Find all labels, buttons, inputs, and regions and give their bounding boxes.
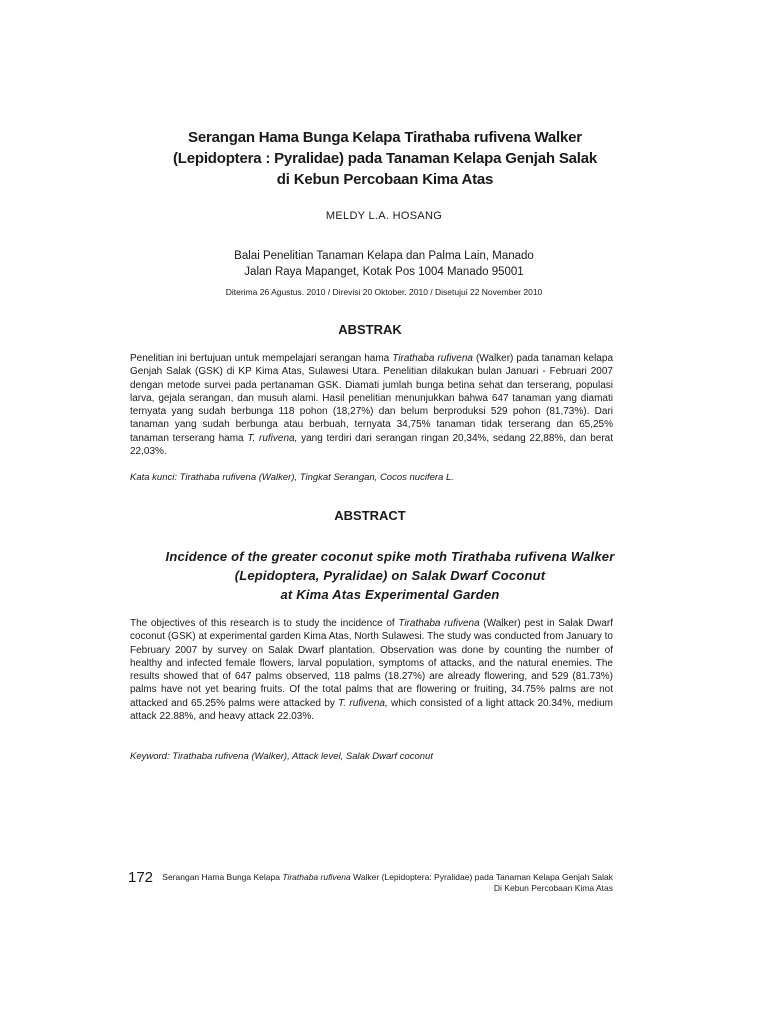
footer-line-1 — [150, 872, 613, 883]
keywords: Keyword: Tirathaba rufivena (Walker), Attack level, Salak Dwarf coconut — [130, 751, 433, 762]
abstrak-paragraph — [130, 352, 613, 458]
abstract-species-1: Tirathaba rufivena — [398, 618, 480, 629]
affiliation-line-1: Balai Penelitian Tanaman Kelapa dan Palma Lain, Manado — [234, 250, 534, 262]
abstrak-heading: ABSTRAK — [338, 322, 402, 337]
submission-dates: Diterima 26 Agustus. 2010 / Direvisi 20 Oktober. 2010 / Disetujui 22 November 2010 — [225, 287, 543, 297]
abstrak-text-3: yang terdiri dari serangan ringan 20,34%, sedang 22,88%, dan berat 22,03%. — [130, 432, 613, 458]
footer-species: Tirathaba rufivena — [282, 872, 351, 882]
footer-line-2: Di Kebun Percobaan Kima Atas — [493, 883, 613, 893]
footer-text-b: Walker (Lepidoptera: Pyralidae) pada Tanaman Kelapa Genjah Salak — [350, 872, 613, 882]
abstract-text-1: The objectives of this research is to study the incidence of — [130, 618, 399, 629]
abstrak-text-2: (Walker) pada tanaman kelapa Genjah Salak (GSK) di KP Kima Atas, Sulawesi Utara. Penelitian dilakukan bulan Januari - Februari 2007 dengan metode survei pada pertanaman GSK. Diamati jumlah bunga betina sehat dan terserang, populasi larva, gejala serangan, dan musuh alami. Hasil penelitian menunjukkan bahwa 647 tanaman yang diamati ternyata yang sudah berbunga 118 pohon (18,27%) dan belum berproduksi 529 pohon (81,73%). Dari tanaman yang sudah berbunga atau berbuah, ternyata 34,75% tanaman tidak terserang dan 65,25% tanaman terserang hama — [130, 353, 613, 444]
footer-text-a: Serangan Hama Bunga Kelapa — [162, 872, 283, 882]
english-title-line-1: Incidence of the greater coconut spike moth Tirathaba rufivena Walker — [165, 549, 615, 564]
english-title — [110, 547, 670, 604]
abstract-species-2: T. rufivena, — [338, 697, 388, 709]
abstract-text-3: which consisted of a light attack 20.34%, medium attack 22.88%, and heavy attack 22.03%. — [130, 697, 613, 723]
abstrak-text-1: Penelitian ini bertujuan untuk mempelajari serangan hama — [130, 353, 393, 364]
author-name: MELDY L.A. HOSANG — [325, 210, 443, 222]
title-line-2: (Lepidoptera : Pyralidae) pada Tanaman Kelapa Genjah Salak — [172, 150, 598, 167]
abstract-text-2: (Walker) pest in Salak Dwarf coconut (GSK) at experimental garden Kima Atas, North Sulawesi. The study was conducted from January to February 2007 by survey on Salak Dwarf plantation. Observation was done by counting the number of healthy and infected female flowers, larval population, symptoms of attacks, and the natural enemies. The results showed that of 647 palms observed, 118 palms (18.27%) are already flowering, and 529 (81.73%) palms have not yet bearing fruits. Of the total palms that are flowering or fruiting, 34.75% palms are not attacked and 65.25% palms were attacked by — [130, 618, 613, 709]
article-title — [120, 127, 650, 190]
title-line-3: di Kebun Percobaan Kima Atas — [276, 171, 494, 188]
abstract-paragraph — [130, 617, 613, 723]
running-footer — [150, 872, 613, 894]
title-line-1: Serangan Hama Bunga Kelapa Tirathaba rufivena Walker — [188, 129, 582, 146]
english-title-line-2: (Lepidoptera, Pyralidae) on Salak Dwarf Coconut — [234, 568, 546, 583]
affiliation-line-2: Jalan Raya Mapanget, Kotak Pos 1004 Manado 95001 — [244, 266, 524, 278]
kata-kunci: Kata kunci: Tirathaba rufivena (Walker), Tingkat Serangan, Cocos nucifera L. — [130, 472, 454, 483]
abstrak-species-1: Tirathaba rufivena — [392, 353, 473, 364]
abstrak-species-2: T. rufivena, — [247, 432, 298, 444]
page-number: 172 — [128, 869, 154, 886]
affiliation — [0, 248, 768, 280]
abstract-heading: ABSTRACT — [334, 508, 406, 523]
english-title-line-3: at Kima Atas Experimental Garden — [280, 587, 500, 602]
